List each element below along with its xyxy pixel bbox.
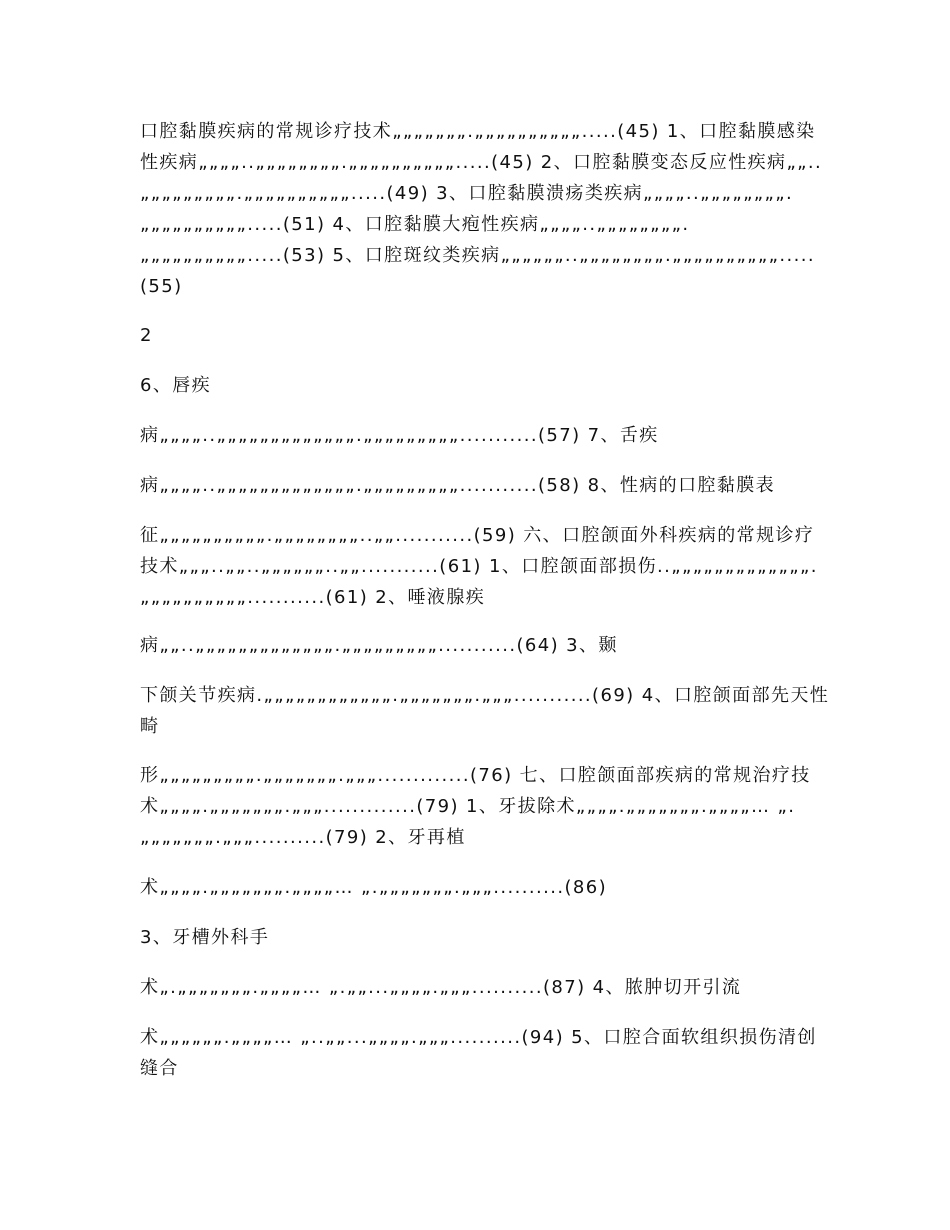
toc-entry-tongue-page: 病„„„„..„„„„„„„„„„„„„.„„„„„„„„„...........(58) 8、性病的口腔黏膜表 — [140, 475, 776, 496]
toc-entry-alveolar-page: 术„.„„„„„„„.„„„„… „.„„...„„„„.„„„..........(87) 4、脓肿切开引流 — [140, 977, 742, 998]
toc-paragraph-maxillofacial-treatment: 形„„„„„„„„„.„„„„„„„.„„„.............(76) 七、口腔颌面部疾病的常规治疗技术„„„„.„„„„„„„.„„„.............(79) 1、牙拔除术„„„„.„„„„„„„.„„„„… „.„„„„„„„.„„„..........(79) 2、牙再植 — [140, 765, 811, 848]
toc-entry-replantation-page: 术„„„„.„„„„„„„.„„„„… „.„„„„„„„.„„„..........(86) — [140, 877, 608, 898]
toc-entry-abscess-page: 术„„„„„„.„„„„… „..„„...„„„„.„„„..........(94) 5、口腔合面软组织损伤清创缝合 — [140, 1027, 817, 1079]
toc-entry-tmj-disease: 下颌关节疾病.„„„„„„„„„„„„.„„„„„„„.„„„...........(69) 4、口腔颌面部先天性畸 — [140, 685, 830, 737]
toc-entry-lip-disease: 6、唇疾 — [140, 375, 212, 396]
toc-entry-lip-page: 病„„„„..„„„„„„„„„„„„„.„„„„„„„„„...........(57) 7、舌疾 — [140, 425, 659, 446]
toc-paragraph-maxillofacial-surgery: 征„„„„„„„„„„.„„„„„„„„..„„...........(59) 六、口腔颌面外科疾病的常规诊疗技术„„„..„„..„„„„„„..„„...........(61) 1、口腔颌面部损伤..„„„„„„„„„„„„„.„„„„„„„„„„...........(61) 2、唾液腺疾 — [140, 525, 818, 608]
toc-paragraph-oral-mucosa: 口腔黏膜疾病的常规诊疗技术„„„„„„„.„„„„„„„„„„.....(45) 1、口腔黏膜感染性疾病„„„„..„„„„„„„„.„„„„„„„„„„.....(45) 2、口腔黏膜变态反应性疾病„„..„„„„„„„„„.„„„„„„„„„„.....(49) 3、口腔黏膜溃疡类疾病„„„„..„„„„„„„„.„„„„„„„„„„.....(51) 4、口腔黏膜大疱性疾病„„„„..„„„„„„„„.„„„„„„„„„„.....(53) 5、口腔斑纹类疾病„„„„„„..„„„„„„„„.„„„„„„„„„„.....(55) — [140, 121, 823, 297]
page-number: 2 — [140, 325, 153, 346]
toc-entry-salivary-page: 病„„..„„„„„„„„„„„„„.„„„„„„„„„...........(64) 3、颞 — [140, 635, 618, 656]
toc-entry-alveolar-surgery: 3、牙槽外科手 — [140, 927, 270, 948]
